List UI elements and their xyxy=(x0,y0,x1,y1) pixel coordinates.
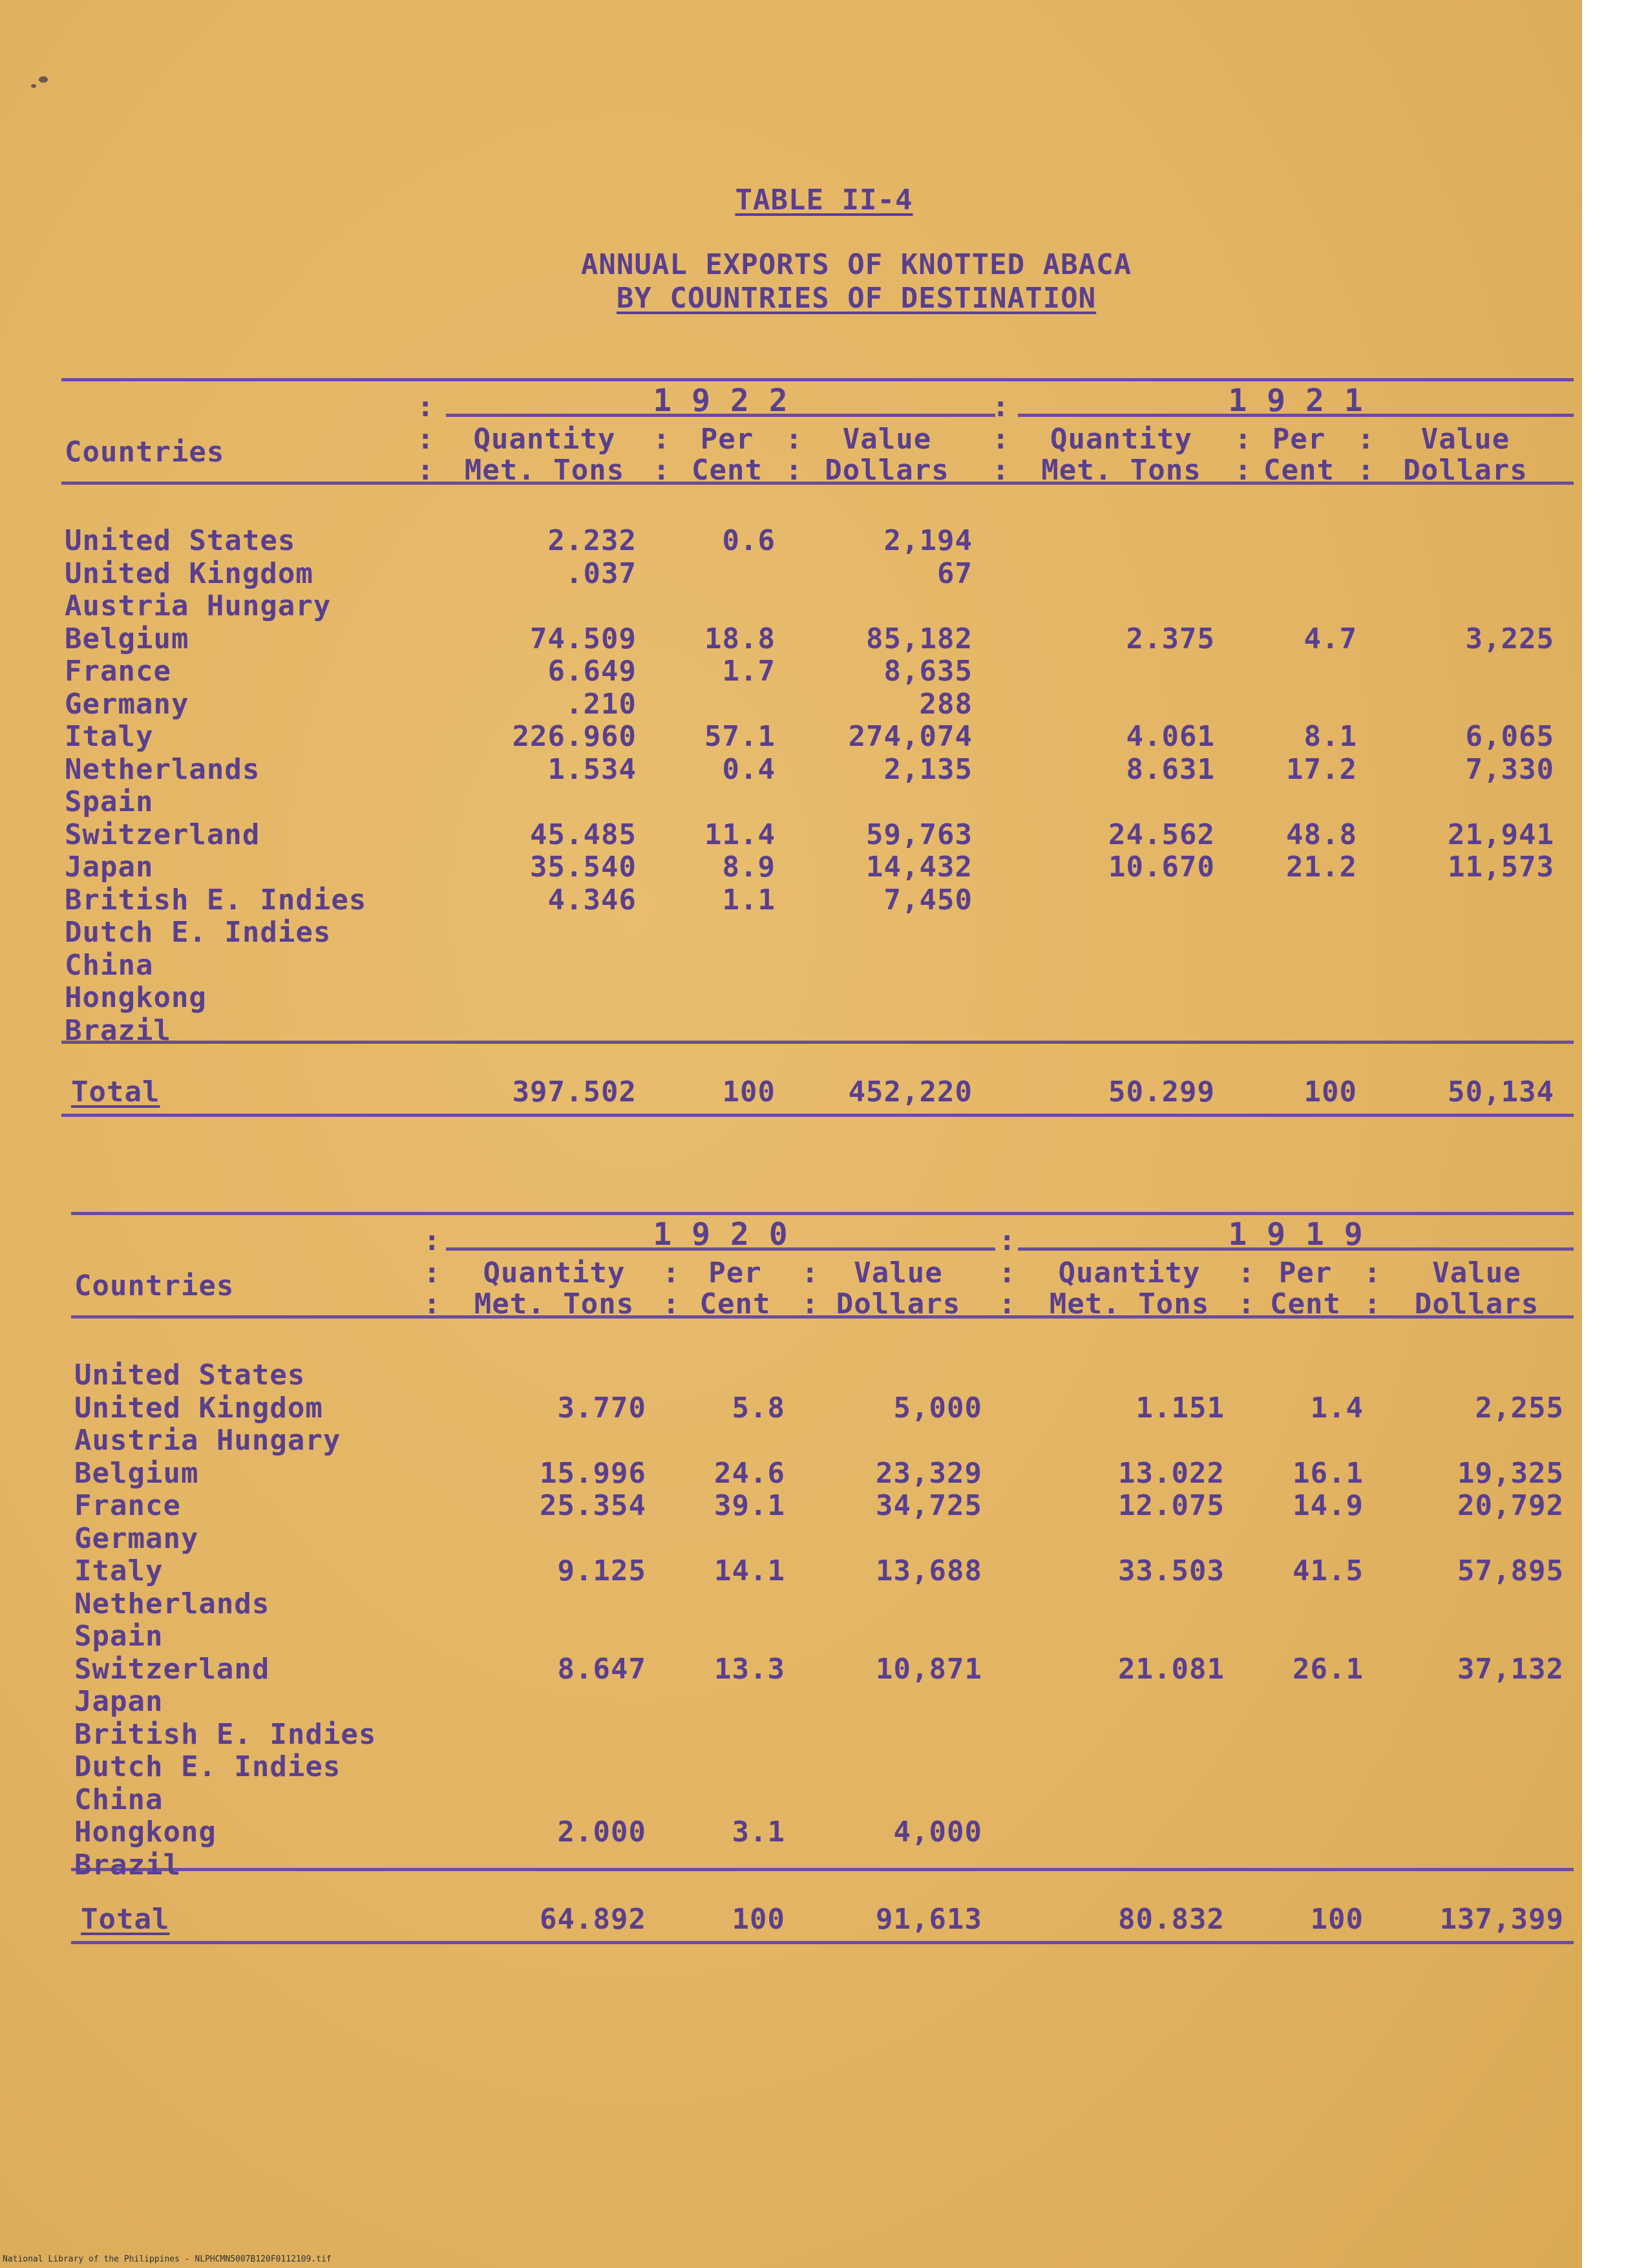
country-name: Germany xyxy=(74,1521,199,1555)
country-name: Hongkong xyxy=(65,981,207,1014)
dollars-header: Dollars xyxy=(825,454,949,487)
country-name: Brazil xyxy=(74,1848,181,1881)
country-name: Switzerland xyxy=(74,1652,270,1686)
dollars-header: Dollars xyxy=(1403,454,1528,487)
quantity-cell: 1.534 xyxy=(547,752,637,786)
country-name: Austria Hungary xyxy=(74,1424,341,1457)
quantity-cell: 24.562 xyxy=(1108,818,1215,851)
met-tons-header: Met. Tons xyxy=(464,454,625,487)
cent-header: Cent xyxy=(699,1288,771,1320)
country-name: France xyxy=(74,1489,181,1522)
colon-separator: : xyxy=(1238,1256,1256,1289)
total-percent: 100 xyxy=(722,1076,776,1108)
country-name: Dutch E. Indies xyxy=(65,916,332,949)
rule-total-top xyxy=(71,1868,1574,1871)
country-name: Belgium xyxy=(65,622,189,655)
countries-header: Countries xyxy=(65,436,225,469)
percent-cell: 16.1 xyxy=(1293,1456,1364,1490)
year-label-b: 1 9 1 9 xyxy=(1228,1216,1364,1253)
value-cell: 85,182 xyxy=(866,622,973,655)
colon-separator: : xyxy=(992,390,1010,423)
rule-total-top xyxy=(61,1041,1574,1044)
country-name: United States xyxy=(65,524,296,557)
colon-separator: : xyxy=(653,454,671,487)
country-name: Italy xyxy=(74,1554,164,1587)
value-cell: 20,792 xyxy=(1457,1489,1564,1522)
colon-separator: : xyxy=(992,454,1010,487)
total-label: Total xyxy=(81,1903,170,1936)
country-name: Japan xyxy=(65,851,154,884)
year-label-b: 1 9 2 1 xyxy=(1228,383,1364,419)
value-cell: 274,074 xyxy=(848,720,973,753)
quantity-cell: .037 xyxy=(565,556,637,590)
met-tons-header: Met. Tons xyxy=(474,1288,635,1320)
percent-cell: 0.6 xyxy=(722,524,776,557)
total-value: 91,613 xyxy=(876,1903,982,1936)
country-name: Brazil xyxy=(65,1013,171,1047)
country-name: Germany xyxy=(65,687,189,721)
country-name: Netherlands xyxy=(74,1587,270,1620)
value-cell: 34,725 xyxy=(876,1489,982,1522)
percent-cell: 21.2 xyxy=(1286,851,1357,884)
percent-cell: 3.1 xyxy=(732,1816,785,1849)
rule-top xyxy=(61,378,1574,381)
colon-separator: : xyxy=(998,1224,1017,1257)
total-percent: 100 xyxy=(1304,1076,1357,1108)
dollars-header: Dollars xyxy=(836,1288,961,1320)
percent-cell: 24.6 xyxy=(714,1456,785,1490)
country-name: Spain xyxy=(74,1620,164,1653)
colon-separator: : xyxy=(417,423,435,456)
total-quantity: 50.299 xyxy=(1108,1076,1215,1108)
country-name: Spain xyxy=(65,785,154,818)
value-cell: 8,635 xyxy=(883,655,973,688)
quantity-cell: .210 xyxy=(565,687,637,721)
quantity-cell: 12.075 xyxy=(1118,1489,1225,1522)
total-quantity: 80.832 xyxy=(1118,1903,1225,1936)
country-name: Dutch E. Indies xyxy=(74,1750,341,1783)
country-name: Austria Hungary xyxy=(65,589,332,622)
cent-header: Cent xyxy=(1263,454,1335,487)
colon-separator: : xyxy=(998,1288,1017,1320)
colon-separator: : xyxy=(992,423,1010,456)
colon-separator: : xyxy=(1364,1256,1382,1289)
countries-header: Countries xyxy=(74,1269,235,1302)
quantity-cell: 25.354 xyxy=(540,1489,646,1522)
total-quantity: 64.892 xyxy=(540,1903,646,1936)
quantity-cell: 2.375 xyxy=(1126,622,1215,655)
page-speck xyxy=(39,76,48,83)
quantity-cell: 45.485 xyxy=(530,818,637,851)
total-label: Total xyxy=(71,1076,160,1108)
colon-separator: : xyxy=(1357,423,1375,456)
percent-cell: 18.8 xyxy=(704,622,776,655)
archive-footer: National Library of the Philippines - NLPHCMN5007B120F0112109.tif xyxy=(3,2254,332,2264)
per-header: Per xyxy=(1272,423,1326,456)
rule-total-bottom xyxy=(71,1941,1574,1944)
dollars-header: Dollars xyxy=(1414,1288,1539,1320)
percent-cell: 39.1 xyxy=(714,1489,785,1522)
percent-cell: 0.4 xyxy=(722,752,776,786)
quantity-cell: 3.770 xyxy=(557,1391,646,1425)
colon-separator: : xyxy=(998,1256,1017,1289)
percent-cell: 1.4 xyxy=(1310,1391,1364,1425)
quantity-cell: 6.649 xyxy=(547,655,637,688)
quantity-cell: 33.503 xyxy=(1118,1554,1225,1587)
colon-separator: : xyxy=(423,1256,441,1289)
total-percent: 100 xyxy=(732,1903,785,1936)
percent-cell: 26.1 xyxy=(1293,1652,1364,1686)
colon-separator: : xyxy=(417,454,435,487)
value-cell: 11,573 xyxy=(1448,851,1554,884)
quantity-cell: 74.509 xyxy=(530,622,637,655)
year-label-a: 1 9 2 0 xyxy=(653,1216,788,1253)
met-tons-header: Met. Tons xyxy=(1041,454,1201,487)
page-speck xyxy=(31,84,36,88)
value-cell: 2,255 xyxy=(1475,1391,1564,1425)
value-cell: 59,763 xyxy=(866,818,973,851)
quantity-cell: 226.960 xyxy=(512,720,637,753)
country-name: Belgium xyxy=(74,1456,199,1490)
value-cell: 37,132 xyxy=(1457,1652,1564,1686)
colon-separator: : xyxy=(1234,423,1252,456)
value-header: Value xyxy=(854,1256,943,1289)
value-cell: 10,871 xyxy=(876,1652,982,1686)
country-name: Switzerland xyxy=(65,818,260,851)
country-name: British E. Indies xyxy=(74,1717,377,1751)
country-name: China xyxy=(74,1783,164,1816)
colon-separator: : xyxy=(423,1288,441,1320)
country-name: France xyxy=(65,655,171,688)
country-name: United Kingdom xyxy=(65,556,313,590)
value-cell: 2,194 xyxy=(883,524,973,557)
colon-separator: : xyxy=(785,423,803,456)
percent-cell: 41.5 xyxy=(1293,1554,1364,1587)
value-cell: 7,450 xyxy=(883,883,973,917)
value-cell: 2,135 xyxy=(883,752,973,786)
table-title: TABLE II-4 xyxy=(735,184,913,217)
quantity-cell: 2.232 xyxy=(547,524,637,557)
quantity-cell: 8.631 xyxy=(1126,752,1215,786)
met-tons-header: Met. Tons xyxy=(1049,1288,1210,1320)
percent-cell: 13.3 xyxy=(714,1652,785,1686)
value-cell: 4,000 xyxy=(893,1816,982,1849)
table-subtitle-line2: BY COUNTRIES OF DESTINATION xyxy=(616,282,1097,315)
colon-separator: : xyxy=(1234,454,1252,487)
per-header: Per xyxy=(700,423,754,456)
percent-cell: 8.9 xyxy=(722,851,776,884)
per-header: Per xyxy=(1278,1256,1333,1289)
country-name: United States xyxy=(74,1359,306,1392)
colon-separator: : xyxy=(801,1288,819,1320)
per-header: Per xyxy=(708,1256,762,1289)
quantity-cell: 8.647 xyxy=(557,1652,646,1686)
value-cell: 67 xyxy=(937,556,973,590)
quantity-header: Quantity xyxy=(1050,423,1192,456)
colon-separator: : xyxy=(423,1224,441,1257)
country-name: China xyxy=(65,948,154,982)
percent-cell: 4.7 xyxy=(1304,622,1357,655)
rule-total-bottom xyxy=(61,1114,1574,1117)
cent-header: Cent xyxy=(692,454,763,487)
colon-separator: : xyxy=(662,1256,681,1289)
colon-separator: : xyxy=(1357,454,1375,487)
value-cell: 23,329 xyxy=(876,1456,982,1490)
quantity-header: Quantity xyxy=(483,1256,626,1289)
quantity-cell: 2.000 xyxy=(557,1816,646,1849)
total-value: 137,399 xyxy=(1439,1903,1564,1936)
percent-cell: 1.7 xyxy=(722,655,776,688)
percent-cell: 14.1 xyxy=(714,1554,785,1587)
percent-cell: 48.8 xyxy=(1286,818,1357,851)
scan-margin xyxy=(1582,0,1648,2268)
percent-cell: 11.4 xyxy=(704,818,776,851)
value-cell: 13,688 xyxy=(876,1554,982,1587)
cent-header: Cent xyxy=(1270,1288,1341,1320)
value-cell: 21,941 xyxy=(1448,818,1554,851)
quantity-header: Quantity xyxy=(473,423,616,456)
country-name: Italy xyxy=(65,720,154,753)
colon-separator: : xyxy=(653,423,671,456)
country-name: Hongkong xyxy=(74,1816,217,1849)
colon-separator: : xyxy=(417,390,435,423)
value-cell: 5,000 xyxy=(893,1391,982,1425)
quantity-cell: 13.022 xyxy=(1118,1456,1225,1490)
quantity-cell: 21.081 xyxy=(1118,1652,1225,1686)
rule-top xyxy=(71,1212,1574,1215)
value-header: Value xyxy=(1432,1256,1521,1289)
quantity-cell: 1.151 xyxy=(1136,1391,1225,1425)
value-header: Value xyxy=(842,423,932,456)
percent-cell: 17.2 xyxy=(1286,752,1357,786)
value-cell: 57,895 xyxy=(1457,1554,1564,1587)
colon-separator: : xyxy=(662,1288,681,1320)
value-cell: 6,065 xyxy=(1465,720,1554,753)
country-name: Japan xyxy=(74,1685,164,1718)
percent-cell: 8.1 xyxy=(1304,720,1357,753)
value-cell: 19,325 xyxy=(1457,1456,1564,1490)
quantity-header: Quantity xyxy=(1058,1256,1201,1289)
total-value: 50,134 xyxy=(1448,1076,1554,1108)
quantity-cell: 4.346 xyxy=(547,883,637,917)
percent-cell: 14.9 xyxy=(1293,1489,1364,1522)
country-name: United Kingdom xyxy=(74,1391,323,1425)
value-cell: 7,330 xyxy=(1465,752,1554,786)
quantity-cell: 15.996 xyxy=(540,1456,646,1490)
value-cell: 3,225 xyxy=(1465,622,1554,655)
country-name: British E. Indies xyxy=(65,883,367,917)
value-cell: 14,432 xyxy=(866,851,973,884)
quantity-cell: 35.540 xyxy=(530,851,637,884)
colon-separator: : xyxy=(1364,1288,1382,1320)
total-quantity: 397.502 xyxy=(512,1076,637,1108)
percent-cell: 1.1 xyxy=(722,883,776,917)
colon-separator: : xyxy=(785,454,803,487)
table-subtitle-line1: ANNUAL EXPORTS OF KNOTTED ABACA xyxy=(580,248,1132,281)
total-value: 452,220 xyxy=(848,1076,973,1108)
value-header: Value xyxy=(1421,423,1510,456)
percent-cell: 5.8 xyxy=(732,1391,785,1425)
quantity-cell: 9.125 xyxy=(557,1554,646,1587)
colon-separator: : xyxy=(1238,1288,1256,1320)
percent-cell: 57.1 xyxy=(704,720,776,753)
country-name: Netherlands xyxy=(65,752,260,786)
colon-separator: : xyxy=(801,1256,819,1289)
total-percent: 100 xyxy=(1310,1903,1364,1936)
value-cell: 288 xyxy=(919,687,973,721)
quantity-cell: 10.670 xyxy=(1108,851,1215,884)
quantity-cell: 4.061 xyxy=(1126,720,1215,753)
year-label-a: 1 9 2 2 xyxy=(653,383,788,419)
